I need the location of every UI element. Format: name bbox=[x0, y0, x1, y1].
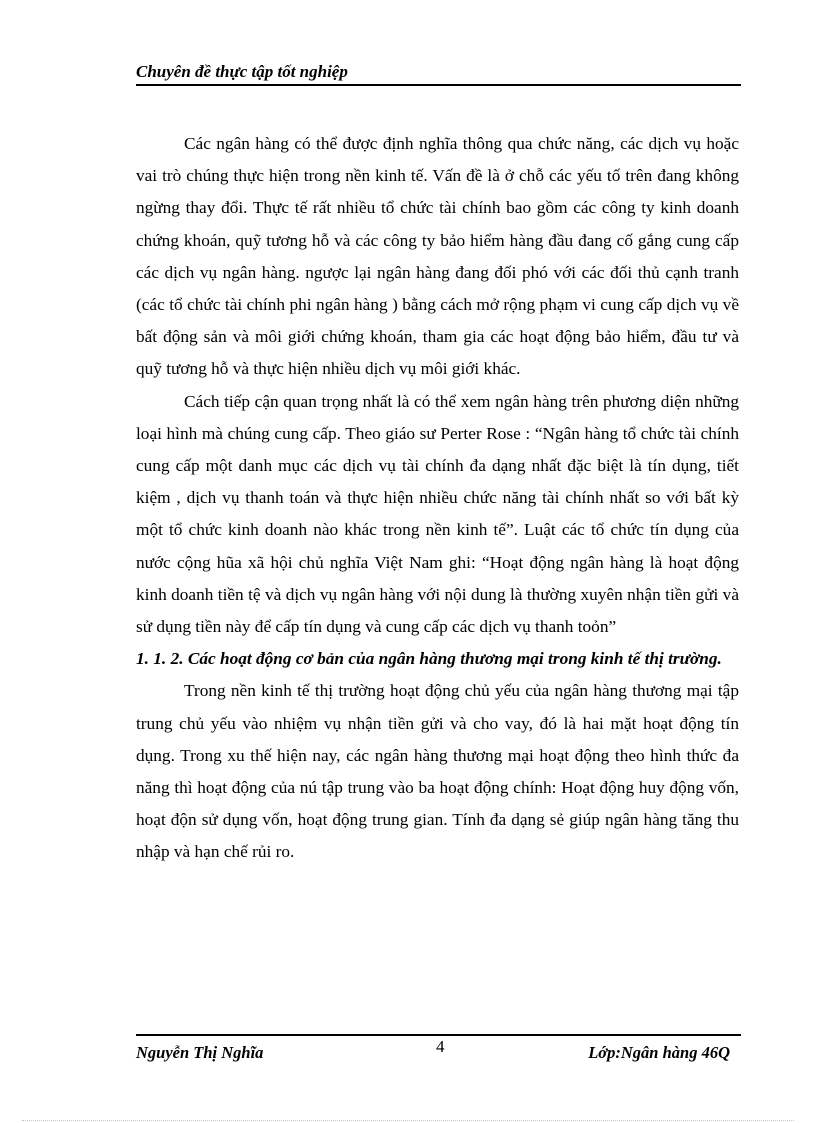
footer-author: Nguyễn Thị Nghĩa bbox=[136, 1043, 264, 1062]
footer-class-label: Lớp:Ngân hàng 46Q bbox=[588, 1043, 730, 1062]
paragraph-bank-activities: Trong nền kinh tế thị trường hoạt động chủ yếu của ngân hàng thương mại tập trung chủ yếu vào nhiệm vụ nhận tiền gửi và cho vay, đó là hai mặt hoạt động tín dụng. Trong xu thế hiện nay, các ngân hàng thương mại hoạt động theo hình thức đa năng thì hoạt động của nú tập trung vào ba hoạt động chính: Hoạt động huy động vốn, hoạt độn sử dụng vốn, hoạt động trung gian. Tính đa dạng sẻ giúp ngân hàng tăng thu nhập và hạn chế rủi ro. bbox=[136, 681, 739, 862]
paragraph-bank-definition: Các ngân hàng có thể được định nghĩa thông qua chức năng, các dịch vụ hoặc vai trò chúng thực hiện trong nền kinh tế. Vấn đề là ở chỗ các yếu tố trên đang không ngừng thay đổi. Thực tế rất nhiều tổ chức tài chính bao gồm các công ty kinh doanh chứng khoán, quỹ tương hỗ và các công ty bảo hiểm hàng đầu đang cố gắng cung cấp các dịch vụ ngân hàng. ngược lại ngân hàng đang đối phó với các đối thủ cạnh tranh (các tổ chức tài chính phi ngân hàng ) bằng cách mở rộng phạm vi cung cấp dịch vụ về bất động sản và môi giới chứng khoán, tham gia các hoạt động bảo hiểm, đầu tư và quỹ tương hỗ và thực hiện nhiều dịch vụ môi giới khác. bbox=[136, 134, 739, 379]
footer-divider bbox=[136, 1034, 741, 1036]
page-bottom-border bbox=[22, 1120, 794, 1121]
page-body bbox=[136, 128, 739, 869]
paragraph-bank-approach: Cách tiếp cận quan trọng nhất là có thể xem ngân hàng trên phương diện những loại hình mà chúng cung cấp. Theo giáo sư Perter Rose : “Ngân hàng tổ chức tài chính cung cấp một danh mục các dịch vụ tài chính đa dạng nhất đặc biệt là tín dụng, tiết kiệm , dịch vụ thanh toán và thực hiện nhiều chức năng tài chính nhất so với bất kỳ một tổ chức kinh doanh nào khác trong nền kinh tế”. Luật các tổ chức tín dụng của nước cộng hũa xã hội chủ nghĩa Việt Nam ghi: “Hoạt động ngân hàng là hoạt động kinh doanh tiền tệ và dịch vụ ngân hàng với nội dung là thường xuyên nhận tiền gửi và sử dụng tiền này để cấp tín dụng và cung cấp các dịch vụ thanh toỏn” bbox=[136, 391, 739, 637]
page-number: 4 bbox=[436, 1037, 445, 1056]
section-heading: 1. 1. 2. Các hoạt động cơ bản của ngân hàng thương mại trong kinh tế thị trường. bbox=[136, 649, 722, 669]
header-title: Chuyên đề thực tập tốt nghiệp bbox=[136, 62, 348, 81]
header-divider bbox=[136, 84, 741, 86]
